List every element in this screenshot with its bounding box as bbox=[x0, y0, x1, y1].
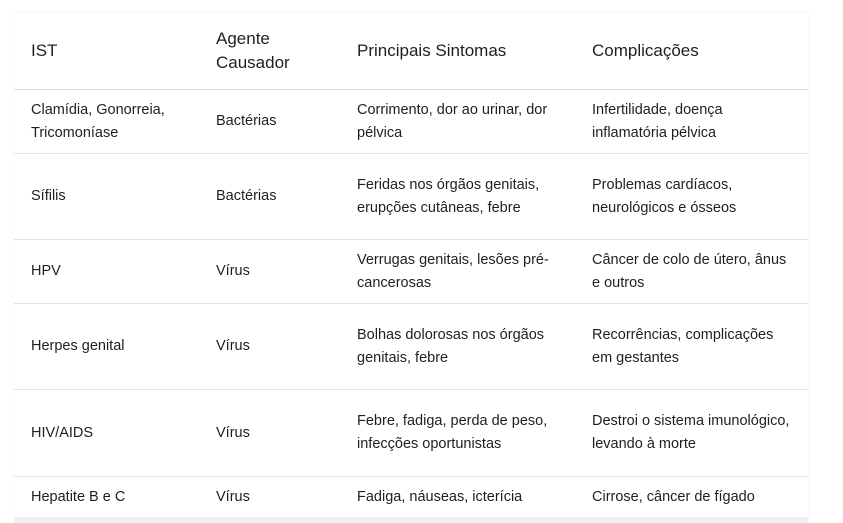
cell-sintomas: Bolhas dolorosas nos órgãos genitais, febre bbox=[340, 304, 575, 390]
cell-ist: Clamídia, Gonorreia, Tricomoníase bbox=[14, 90, 199, 154]
header-complicacoes: Complicações bbox=[575, 13, 808, 90]
table-row bbox=[14, 90, 808, 154]
table-header-row bbox=[14, 13, 808, 90]
cell-complicacoes: Destroi o sistema imunológico, levando à morte bbox=[575, 390, 808, 477]
cell-sintomas: Fadiga, náuseas, icterícia bbox=[357, 488, 523, 505]
cell-ist: Sífilis bbox=[14, 154, 199, 240]
cell-agente: Vírus bbox=[216, 488, 250, 505]
cell-agente: Vírus bbox=[199, 304, 340, 390]
cell-sintomas: Corrimento, dor ao urinar, dor pélvica bbox=[340, 90, 575, 154]
cell-agente: Vírus bbox=[199, 390, 340, 477]
ist-table-container bbox=[14, 13, 808, 521]
cell-complicacoes: Problemas cardíacos, neurológicos e ósseos bbox=[575, 154, 808, 240]
cell-sintomas: Febre, fadiga, perda de peso, infecções oportunistas bbox=[340, 390, 575, 477]
table-row bbox=[14, 240, 808, 304]
header-principais-sintomas: Principais Sintomas bbox=[340, 13, 575, 90]
cell-sintomas: Feridas nos órgãos genitais, erupções cutâneas, febre bbox=[340, 154, 575, 240]
table-row bbox=[14, 477, 808, 518]
table-row bbox=[14, 304, 808, 390]
cell-agente: Vírus bbox=[199, 240, 340, 304]
cell-complicacoes: Cirrose, câncer de fígado bbox=[592, 488, 755, 505]
header-agente-causador: Agente Causador bbox=[199, 13, 340, 90]
cell-ist: Herpes genital bbox=[14, 304, 199, 390]
cell-agente: Bactérias bbox=[199, 154, 340, 240]
cell-complicacoes: Infertilidade, doença inflamatória pélvica bbox=[575, 90, 808, 154]
cell-ist: Hepatite B e C bbox=[31, 488, 126, 505]
header-ist: IST bbox=[14, 13, 199, 90]
cell-agente: Bactérias bbox=[199, 90, 340, 154]
cell-ist: HPV bbox=[14, 240, 199, 304]
table-row bbox=[14, 154, 808, 240]
cell-ist: HIV/AIDS bbox=[14, 390, 199, 477]
table-row bbox=[14, 390, 808, 477]
cell-complicacoes: Recorrências, complicações em gestantes bbox=[575, 304, 808, 390]
cell-complicacoes: Câncer de colo de útero, ânus e outros bbox=[575, 240, 808, 304]
horizontal-scrollbar[interactable] bbox=[14, 517, 808, 523]
cell-sintomas: Verrugas genitais, lesões pré-cancerosas bbox=[340, 240, 575, 304]
ist-table bbox=[14, 13, 808, 517]
